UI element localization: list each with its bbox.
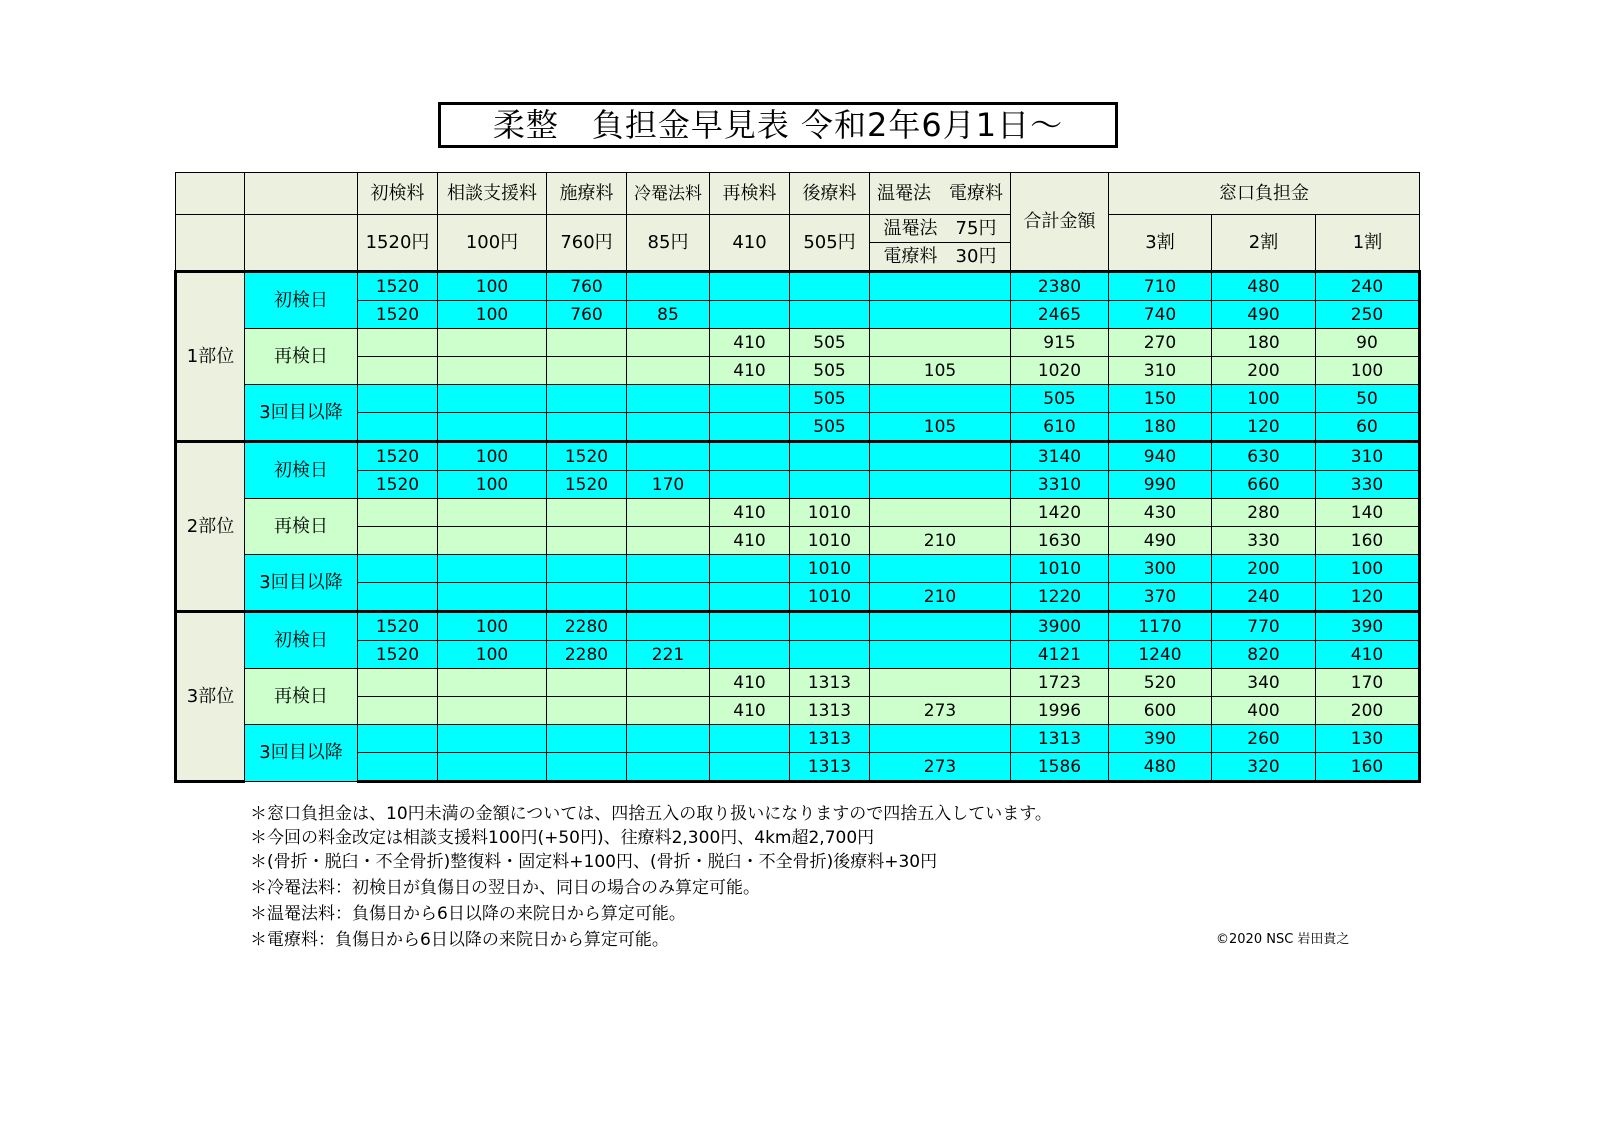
table-cell: 1520 — [547, 471, 627, 499]
table-cell — [547, 329, 627, 357]
table-cell: 1240 — [1109, 641, 1212, 669]
table-cell — [870, 725, 1011, 753]
table-cell — [438, 527, 547, 555]
table-cell — [790, 641, 870, 669]
col-onpo-denryo: 温罨法 電療料 — [870, 173, 1011, 215]
table-row — [176, 329, 1420, 357]
price-sodan: 100円 — [438, 215, 547, 272]
table-cell: 940 — [1109, 442, 1212, 471]
table-cell — [547, 753, 627, 782]
table-cell — [870, 669, 1011, 697]
table-cell: 160 — [1316, 527, 1420, 555]
table-cell: 1520 — [358, 641, 438, 669]
price-shoken: 1520円 — [358, 215, 438, 272]
table-cell: 2380 — [1011, 272, 1109, 301]
table-cell: 1420 — [1011, 499, 1109, 527]
table-cell — [438, 385, 547, 413]
col-total: 合計金額 — [1011, 173, 1109, 272]
visit-label: 初検日 — [245, 612, 358, 669]
table-cell — [627, 499, 710, 527]
table-cell — [870, 499, 1011, 527]
table-cell — [438, 669, 547, 697]
table-cell — [547, 725, 627, 753]
table-row — [176, 697, 1420, 725]
table-cell — [627, 669, 710, 697]
table-cell: 270 — [1109, 329, 1212, 357]
table-row — [176, 669, 1420, 697]
price-koryo: 505円 — [790, 215, 870, 272]
table-cell — [627, 272, 710, 301]
table-cell — [627, 697, 710, 725]
table-cell — [627, 385, 710, 413]
table-cell — [870, 641, 1011, 669]
note-line: ＊電療料：負傷日から6日以降の来院日から算定可能。 — [250, 930, 669, 950]
price-denryo: 電療料 30円 — [870, 243, 1011, 272]
table-cell: 710 — [1109, 272, 1212, 301]
visit-label: 再検日 — [245, 499, 358, 555]
table-cell — [870, 471, 1011, 499]
table-cell: 1520 — [358, 612, 438, 641]
note-line: ＊窓口負担金は、10円未満の金額については、四捨五入の取り扱いになりますので四捨五入しています。 — [250, 804, 1052, 824]
table-cell: 410 — [710, 527, 790, 555]
page-title: 柔整 負担金早見表 令和2年6月1日～ — [438, 102, 1118, 148]
part-label: 3部位 — [176, 612, 245, 782]
table-cell — [790, 612, 870, 641]
table-cell — [358, 413, 438, 442]
table-cell: 240 — [1212, 583, 1316, 612]
table-cell — [547, 555, 627, 583]
table-cell: 1010 — [790, 555, 870, 583]
table-cell: 1520 — [547, 442, 627, 471]
table-cell: 2280 — [547, 612, 627, 641]
table-cell: 410 — [710, 697, 790, 725]
visit-label: 3回目以降 — [245, 725, 358, 782]
table-row — [176, 527, 1420, 555]
table-cell — [438, 725, 547, 753]
col-koryo: 後療料 — [790, 173, 870, 215]
table-cell — [358, 753, 438, 782]
table-cell: 760 — [547, 272, 627, 301]
table-cell: 120 — [1316, 583, 1420, 612]
corner-cell — [176, 215, 245, 272]
table-cell: 505 — [790, 385, 870, 413]
table-cell — [790, 442, 870, 471]
table-cell — [358, 725, 438, 753]
table-row — [176, 753, 1420, 782]
table-cell: 3310 — [1011, 471, 1109, 499]
copyright: ©2020 NSC 岩田貴之 — [1216, 932, 1350, 947]
table-row — [176, 641, 1420, 669]
table-cell — [870, 385, 1011, 413]
table-cell — [438, 583, 547, 612]
table-row — [176, 413, 1420, 442]
table-cell: 4121 — [1011, 641, 1109, 669]
table-cell — [710, 385, 790, 413]
table-cell: 1520 — [358, 301, 438, 329]
table-cell — [627, 583, 710, 612]
table-cell: 915 — [1011, 329, 1109, 357]
table-cell: 340 — [1212, 669, 1316, 697]
table-cell: 170 — [1316, 669, 1420, 697]
table-cell: 100 — [438, 272, 547, 301]
table-cell: 320 — [1212, 753, 1316, 782]
table-cell: 2280 — [547, 641, 627, 669]
table-cell: 160 — [1316, 753, 1420, 782]
table-cell: 505 — [790, 357, 870, 385]
table-row — [176, 385, 1420, 413]
table-cell: 770 — [1212, 612, 1316, 641]
table-cell — [710, 471, 790, 499]
table-row — [176, 583, 1420, 612]
table-cell: 300 — [1109, 555, 1212, 583]
table-cell: 1010 — [1011, 555, 1109, 583]
table-cell — [358, 357, 438, 385]
table-cell — [438, 697, 547, 725]
table-cell: 130 — [1316, 725, 1420, 753]
table-cell: 410 — [710, 329, 790, 357]
table-cell: 273 — [870, 697, 1011, 725]
table-cell: 1220 — [1011, 583, 1109, 612]
table-cell — [547, 583, 627, 612]
col-shoken: 初検料 — [358, 173, 438, 215]
table-cell — [710, 725, 790, 753]
table-cell: 1010 — [790, 527, 870, 555]
table-cell: 330 — [1316, 471, 1420, 499]
visit-label: 3回目以降 — [245, 555, 358, 612]
table-cell: 1010 — [790, 499, 870, 527]
visit-label: 初検日 — [245, 272, 358, 329]
table-cell: 1170 — [1109, 612, 1212, 641]
table-cell — [710, 641, 790, 669]
part-label: 1部位 — [176, 272, 245, 442]
table-cell — [710, 753, 790, 782]
corner-cell — [245, 173, 358, 215]
table-cell: 1313 — [790, 669, 870, 697]
table-cell — [358, 385, 438, 413]
table-cell: 1586 — [1011, 753, 1109, 782]
table-cell: 100 — [438, 301, 547, 329]
table-row — [176, 471, 1420, 499]
table-cell: 100 — [438, 442, 547, 471]
table-cell — [547, 669, 627, 697]
table-cell — [358, 527, 438, 555]
corner-cell — [176, 173, 245, 215]
table-cell: 740 — [1109, 301, 1212, 329]
corner-cell — [245, 215, 358, 272]
table-cell: 100 — [1212, 385, 1316, 413]
table-cell: 140 — [1316, 499, 1420, 527]
visit-label: 再検日 — [245, 329, 358, 385]
table-cell: 310 — [1109, 357, 1212, 385]
table-cell — [358, 583, 438, 612]
table-cell: 200 — [1212, 357, 1316, 385]
table-cell — [438, 357, 547, 385]
table-cell — [870, 555, 1011, 583]
fee-table — [174, 172, 1421, 783]
table-cell — [790, 272, 870, 301]
table-cell: 630 — [1212, 442, 1316, 471]
table-cell: 390 — [1109, 725, 1212, 753]
table-cell — [358, 329, 438, 357]
rate-3: 3割 — [1109, 215, 1212, 272]
table-row — [176, 357, 1420, 385]
table-cell: 505 — [790, 329, 870, 357]
table-cell — [547, 527, 627, 555]
table-cell: 180 — [1109, 413, 1212, 442]
table-cell: 1010 — [790, 583, 870, 612]
table-cell: 600 — [1109, 697, 1212, 725]
table-cell: 1996 — [1011, 697, 1109, 725]
table-cell: 370 — [1109, 583, 1212, 612]
table-cell: 150 — [1109, 385, 1212, 413]
table-cell — [710, 583, 790, 612]
table-cell: 273 — [870, 753, 1011, 782]
table-cell: 400 — [1212, 697, 1316, 725]
part-label: 2部位 — [176, 442, 245, 612]
table-cell — [358, 555, 438, 583]
table-cell: 240 — [1316, 272, 1420, 301]
table-cell — [627, 413, 710, 442]
table-cell: 1313 — [1011, 725, 1109, 753]
table-cell: 1520 — [358, 272, 438, 301]
table-cell: 1520 — [358, 442, 438, 471]
table-cell — [870, 301, 1011, 329]
table-cell — [790, 301, 870, 329]
table-cell: 180 — [1212, 329, 1316, 357]
col-reianpo: 冷罨法料 — [627, 173, 710, 215]
table-cell: 250 — [1316, 301, 1420, 329]
col-saiken: 再検料 — [710, 173, 790, 215]
table-cell: 3900 — [1011, 612, 1109, 641]
table-row — [176, 272, 1420, 301]
table-cell — [627, 442, 710, 471]
table-cell — [547, 499, 627, 527]
table-cell: 100 — [438, 471, 547, 499]
table-cell — [627, 555, 710, 583]
table-cell — [710, 442, 790, 471]
table-cell: 990 — [1109, 471, 1212, 499]
table-cell: 1313 — [790, 697, 870, 725]
table-cell: 120 — [1212, 413, 1316, 442]
table-row — [176, 442, 1420, 471]
table-cell — [870, 272, 1011, 301]
table-cell: 200 — [1316, 697, 1420, 725]
table-cell: 310 — [1316, 442, 1420, 471]
table-cell — [870, 612, 1011, 641]
table-cell: 1723 — [1011, 669, 1109, 697]
table-cell: 100 — [1316, 357, 1420, 385]
table-cell: 210 — [870, 583, 1011, 612]
table-cell: 100 — [438, 641, 547, 669]
note-line: ＊(骨折・脱臼・不全骨折)整復料・固定料+100円、(骨折・脱臼・不全骨折)後療料+30円 — [250, 852, 938, 872]
table-cell: 505 — [1011, 385, 1109, 413]
table-cell: 660 — [1212, 471, 1316, 499]
table-cell — [438, 753, 547, 782]
table-row — [176, 499, 1420, 527]
table-cell: 410 — [1316, 641, 1420, 669]
table-cell — [358, 499, 438, 527]
table-cell — [870, 329, 1011, 357]
table-cell: 260 — [1212, 725, 1316, 753]
table-cell — [438, 555, 547, 583]
table-cell: 100 — [438, 612, 547, 641]
table-cell: 480 — [1212, 272, 1316, 301]
table-row — [176, 301, 1420, 329]
table-cell: 330 — [1212, 527, 1316, 555]
price-reianpo: 85円 — [627, 215, 710, 272]
table-cell — [627, 612, 710, 641]
table-cell: 610 — [1011, 413, 1109, 442]
table-cell: 221 — [627, 641, 710, 669]
table-cell — [710, 272, 790, 301]
table-cell: 105 — [870, 413, 1011, 442]
table-cell: 170 — [627, 471, 710, 499]
table-cell: 410 — [710, 669, 790, 697]
table-cell — [627, 329, 710, 357]
table-cell: 505 — [790, 413, 870, 442]
table-cell: 105 — [870, 357, 1011, 385]
notes — [250, 802, 1052, 952]
table-cell: 85 — [627, 301, 710, 329]
table-cell: 50 — [1316, 385, 1420, 413]
table-cell: 60 — [1316, 413, 1420, 442]
table-cell — [627, 357, 710, 385]
price-saiken: 410 — [710, 215, 790, 272]
table-cell: 2465 — [1011, 301, 1109, 329]
table-cell: 760 — [547, 301, 627, 329]
table-cell — [547, 357, 627, 385]
table-cell: 1630 — [1011, 527, 1109, 555]
table-cell: 480 — [1109, 753, 1212, 782]
rate-1: 1割 — [1316, 215, 1420, 272]
price-seryo: 760円 — [547, 215, 627, 272]
table-cell — [710, 555, 790, 583]
table-cell — [547, 385, 627, 413]
table-cell — [627, 527, 710, 555]
table-cell: 210 — [870, 527, 1011, 555]
table-cell — [438, 413, 547, 442]
table-row — [176, 725, 1420, 753]
visit-label: 再検日 — [245, 669, 358, 725]
note-line: ＊今回の料金改定は相談支援料100円(+50円)、往療料2,300円、4km超2,700円 — [250, 828, 875, 848]
table-cell — [710, 413, 790, 442]
table-cell — [710, 301, 790, 329]
price-onpo: 温罨法 75円 — [870, 215, 1011, 243]
table-cell: 100 — [1316, 555, 1420, 583]
table-cell: 490 — [1109, 527, 1212, 555]
table-cell — [358, 669, 438, 697]
table-cell — [358, 697, 438, 725]
table-row — [176, 555, 1420, 583]
table-cell — [547, 413, 627, 442]
table-cell: 490 — [1212, 301, 1316, 329]
table-cell — [710, 612, 790, 641]
note-line: ＊温罨法料：負傷日から6日以降の来院日から算定可能。 — [250, 904, 686, 924]
col-madoguchi: 窓口負担金 — [1109, 173, 1420, 215]
header-row-prices — [176, 215, 1420, 243]
table-cell: 1313 — [790, 753, 870, 782]
table-cell — [547, 697, 627, 725]
table-cell: 1313 — [790, 725, 870, 753]
table-cell: 410 — [710, 499, 790, 527]
table-cell — [438, 499, 547, 527]
rate-2: 2割 — [1212, 215, 1316, 272]
table-cell: 90 — [1316, 329, 1420, 357]
table-cell — [438, 329, 547, 357]
table-cell: 1020 — [1011, 357, 1109, 385]
col-sodan: 相談支援料 — [438, 173, 547, 215]
visit-label: 初検日 — [245, 442, 358, 499]
table-cell: 200 — [1212, 555, 1316, 583]
table-cell: 3140 — [1011, 442, 1109, 471]
header-row-names — [176, 173, 1420, 215]
table-cell: 430 — [1109, 499, 1212, 527]
note-line: ＊冷罨法料：初検日が負傷日の翌日か、同日の場合のみ算定可能。 — [250, 878, 760, 898]
table-row — [176, 612, 1420, 641]
table-cell — [627, 725, 710, 753]
table-cell: 280 — [1212, 499, 1316, 527]
table-cell — [627, 753, 710, 782]
visit-label: 3回目以降 — [245, 385, 358, 442]
table-cell: 1520 — [358, 471, 438, 499]
table-cell — [790, 471, 870, 499]
col-seryo: 施療料 — [547, 173, 627, 215]
table-cell: 410 — [710, 357, 790, 385]
table-cell: 390 — [1316, 612, 1420, 641]
table-cell — [870, 442, 1011, 471]
table-cell: 820 — [1212, 641, 1316, 669]
table-cell: 520 — [1109, 669, 1212, 697]
